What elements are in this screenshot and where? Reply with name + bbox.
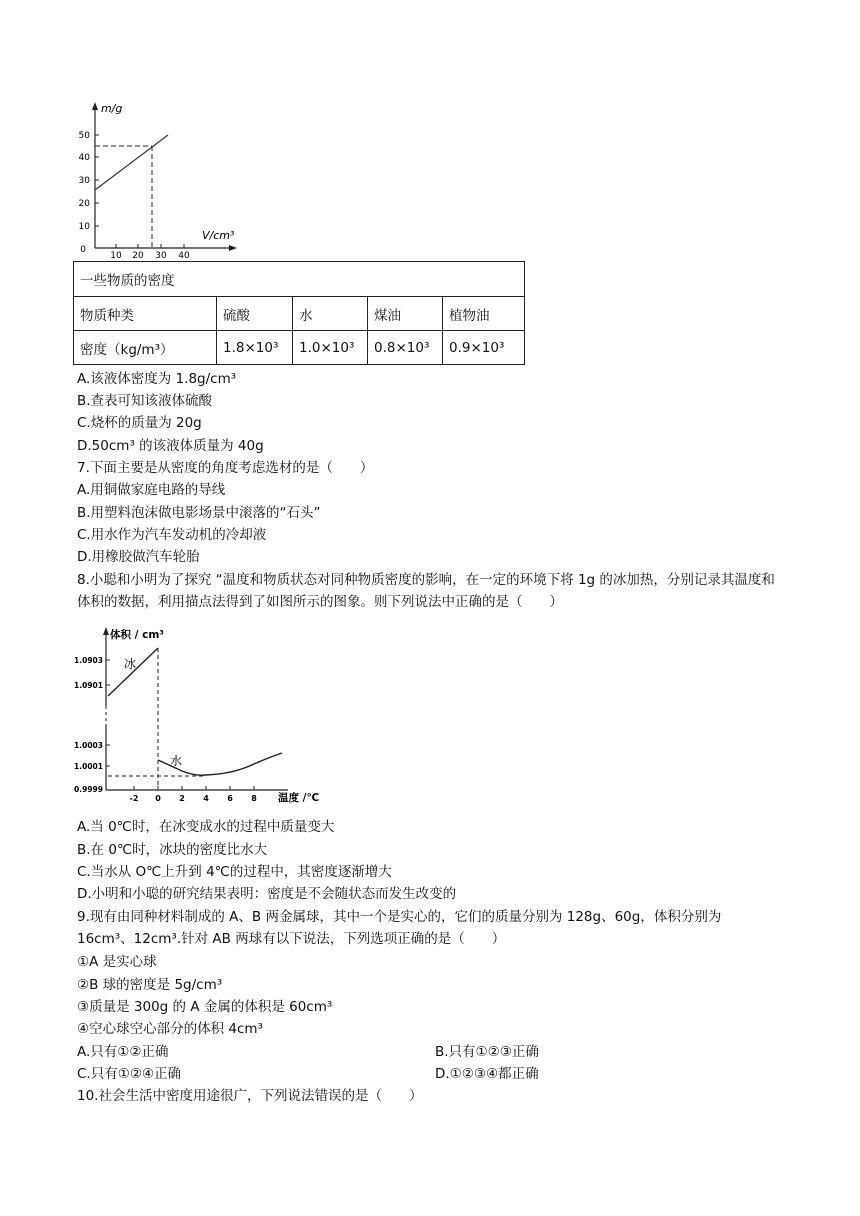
- graph2-y-tick: 1.0003: [74, 741, 103, 750]
- table-header-cell: 硫酸: [217, 297, 293, 331]
- q9-option-b: B.只有①②③正确: [435, 1044, 539, 1060]
- graph1-y-label: m/g: [101, 102, 123, 115]
- graph1-y-tick: 10: [78, 222, 90, 232]
- graph2-x-tick: 6: [227, 794, 233, 803]
- q7-option-a: A.用铜做家庭电路的导线: [77, 482, 226, 498]
- graph2-x-tick: 4: [203, 794, 209, 803]
- table-cell: 0.9×10³: [443, 331, 525, 365]
- table-header-cell: 水: [293, 297, 368, 331]
- graph2-x-label: 温度 /℃: [278, 792, 320, 804]
- q9-stem: 9.现有由同种材料制成的 A、B 两金属球，其中一个是实心的，它们的质量分别为 128g、60g，体积分别为 16cm³、12cm³.针对 AB 两球有以下说法，下列选项正确的是（ ）: [77, 909, 722, 947]
- graph2-x-tick: 0: [155, 794, 161, 803]
- q9-statement-4: ④空心球空心部分的体积 4cm³: [77, 1021, 263, 1037]
- graph1-y-tick: 30: [78, 176, 90, 186]
- q6-option-d: D.50cm³ 的该液体质量为 40g: [77, 438, 264, 454]
- graph2-y-tick: 1.0901: [74, 681, 103, 690]
- q9-statement-1: ①A 是实心球: [77, 954, 157, 970]
- q9-statement-3: ③质量是 300g 的 A 金属的体积是 60cm³: [77, 999, 333, 1015]
- table-header-cell: 煤油: [368, 297, 443, 331]
- water-label: 水: [170, 754, 183, 768]
- q8-option-b: B.在 0℃时，冰块的密度比水大: [77, 842, 268, 858]
- mass-volume-line: [95, 135, 168, 190]
- graph1-y-tick: 50: [78, 131, 90, 141]
- q9-option-a: A.只有①②正确: [77, 1044, 169, 1060]
- density-table: [73, 261, 525, 365]
- q9-option-c: C.只有①②④正确: [77, 1066, 182, 1082]
- mass-volume-graph: [72, 98, 242, 260]
- graph2-x-tick: 8: [251, 794, 257, 803]
- graph2-y-tick: 1.0903: [74, 656, 103, 665]
- q8-stem: 8.小聪和小明为了探究 “温度和物质状态对同种物质密度的影响，在一定的环境下将 1g 的冰加热，分别记录其温度和体积的数据，利用描点法得到了如图所示的图象。则下列说法中正确的是（ ）: [77, 572, 775, 610]
- table-header-cell: 物质种类: [74, 297, 217, 331]
- graph1-y-tick: 0: [80, 245, 86, 255]
- graph2-x-tick: -2: [129, 794, 139, 803]
- q8-option-c: C.当水从 O℃上升到 4℃的过程中，其密度逐渐增大: [77, 864, 392, 880]
- table-header-cell: 植物油: [443, 297, 525, 331]
- ice-volume-line: [108, 648, 158, 696]
- q9-statement-2: ②B 球的密度是 5g/cm³: [77, 977, 223, 993]
- graph1-y-tick: 40: [78, 153, 90, 163]
- table-cell: 1.8×10³: [217, 331, 293, 365]
- q7-option-c: C.用水作为汽车发动机的冷却液: [77, 527, 267, 543]
- graph2-y-label: 体积 / cm³: [110, 629, 164, 641]
- q6-option-c: C.烧杯的质量为 20g: [77, 415, 202, 431]
- q7-option-d: D.用橡胶做汽车轮胎: [77, 549, 200, 565]
- table-cell: 1.0×10³: [293, 331, 368, 365]
- table-caption: 一些物质的密度: [74, 262, 525, 297]
- graph1-y-tick: 20: [78, 199, 90, 209]
- q8-option-d: D.小明和小聪的研究结果表明：密度是不会随状态而发生改变的: [77, 886, 457, 902]
- q9-option-d: D.①②③④都正确: [435, 1066, 539, 1082]
- graph2-y-tick: 0.9999: [74, 785, 103, 794]
- graph2-x-tick: 2: [179, 794, 185, 803]
- table-cell: 0.8×10³: [368, 331, 443, 365]
- q10-stem: 10.社会生活中密度用途很广，下列说法错误的是（ ）: [77, 1088, 423, 1104]
- graph2-y-tick: 1.0001: [74, 762, 103, 771]
- q8-option-a: A.当 0℃时，在冰变成水的过程中质量变大: [77, 819, 335, 835]
- q7-option-b: B.用塑料泡沫做电影场景中滚落的“石头”: [77, 505, 321, 521]
- graph1-x-tick: 30: [155, 251, 167, 260]
- volume-temperature-graph: [73, 624, 333, 808]
- q7-stem: 7.下面主要是从密度的角度考虑选材的是（ ）: [77, 460, 374, 476]
- graph1-x-tick: 40: [178, 251, 190, 260]
- q6-option-b: B.查表可知该液体硫酸: [77, 393, 213, 409]
- graph1-x-tick: 20: [132, 251, 144, 260]
- table-row-label: 密度（kg/m³）: [74, 331, 217, 365]
- q6-option-a: A.该液体密度为 1.8g/cm³: [77, 371, 237, 387]
- graph1-x-label: V/cm³: [202, 229, 235, 242]
- ice-label: 冰: [124, 657, 137, 671]
- graph1-x-tick: 10: [110, 251, 122, 260]
